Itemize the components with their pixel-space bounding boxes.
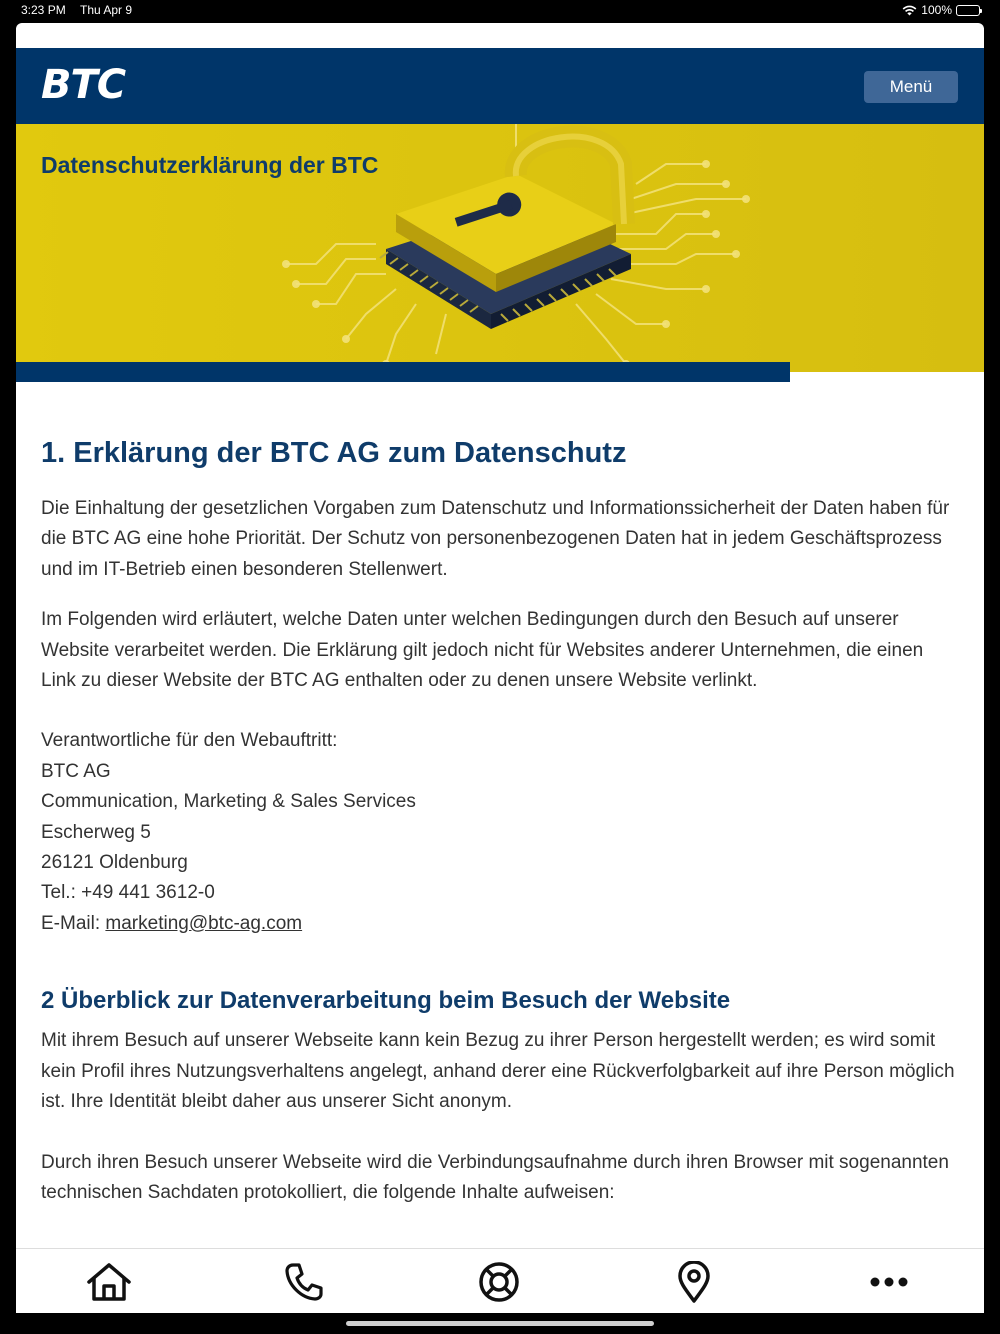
status-date: Thu Apr 9	[80, 3, 133, 17]
tab-location[interactable]	[669, 1257, 719, 1307]
btc-logo[interactable]: BTC	[41, 62, 126, 108]
home-indicator[interactable]	[346, 1321, 654, 1326]
bottom-tab-bar	[16, 1248, 984, 1313]
banner-accent-bar	[16, 362, 790, 382]
email-prefix: E-Mail:	[41, 912, 106, 934]
tab-phone[interactable]	[279, 1257, 329, 1307]
section1-paragraph1: Die Einhaltung der gesetzlichen Vorgaben zum Datenschutz und Informationssicherheit der Daten haben für die BTC AG eine hohe Priorität. Der Schutz von personenbezogenen Daten hat in jedem Geschäftsprozess und im IT-Betrieb einen besonderen Stellenwert.	[41, 498, 950, 580]
battery-icon	[956, 5, 980, 16]
address-line: Communication, Marketing & Sales Services	[41, 791, 416, 813]
address-line: Verantwortliche für den Webauftritt:	[41, 730, 338, 752]
section2-paragraph2: Durch ihren Besuch unserer Webseite wird die Verbindungsaufnahme durch ihren Browser mit sogenannten technischen Sachdaten protokolliert, die folgende Inhalte aufweisen:	[41, 1151, 949, 1203]
home-icon	[86, 1262, 132, 1302]
address-email-row	[41, 909, 961, 939]
tab-home[interactable]	[84, 1257, 134, 1307]
address-line: 26121 Oldenburg	[41, 852, 188, 874]
section2-paragraph1: Mit ihrem Besuch auf unserer Webseite kann kein Bezug zu ihrer Person hergestellt werden; es wird somit kein Profil ihres Nutzungsverhaltens angelegt, anhand derer eine Rückverfolgbarkeit auf ihre Person möglich ist. Ihre Identität bleibt daher aus unserer Sicht anonym.	[41, 1030, 955, 1113]
tab-more[interactable]	[864, 1257, 914, 1307]
section1-paragraph2: Im Folgenden wird erläutert, welche Daten unter welchen Bedingungen durch den Besuch auf unserer Website verarbeitet werden. Die Erklärung gilt jedoch nicht für Websites anderer Unternehmen, die einen Link zu dieser Website der BTC AG enthalten oder zu denen unsere Website verlinkt.	[41, 609, 924, 692]
wifi-icon	[902, 5, 917, 16]
menu-button[interactable]: Menü	[864, 71, 958, 103]
address-line: Escherweg 5	[41, 821, 151, 843]
phone-icon	[284, 1262, 324, 1302]
tab-support[interactable]	[474, 1257, 524, 1307]
app-window	[16, 23, 984, 1313]
main-content	[41, 433, 961, 1228]
status-time: 3:23 PM	[21, 3, 66, 17]
more-icon	[869, 1276, 909, 1288]
battery-percent: 100%	[921, 3, 952, 17]
location-pin-icon	[677, 1261, 711, 1303]
email-link[interactable]: marketing@btc-ag.com	[105, 912, 303, 934]
address-phone: Tel.: +49 441 3612-0	[41, 882, 215, 904]
status-bar	[0, 0, 1000, 22]
section2-heading: 2 Überblick zur Datenverarbeitung beim Besuch der Website	[41, 987, 731, 1015]
status-indicators	[902, 3, 980, 17]
hero-banner	[16, 124, 984, 372]
banner-title: Datenschutzerklärung der BTC	[41, 152, 379, 178]
contact-address	[41, 726, 961, 939]
section1-heading: 1. Erklärung der BTC AG zum Datenschutz	[41, 437, 627, 469]
lifebuoy-icon	[478, 1261, 520, 1303]
site-header	[16, 48, 984, 124]
address-line: BTC AG	[41, 760, 111, 782]
